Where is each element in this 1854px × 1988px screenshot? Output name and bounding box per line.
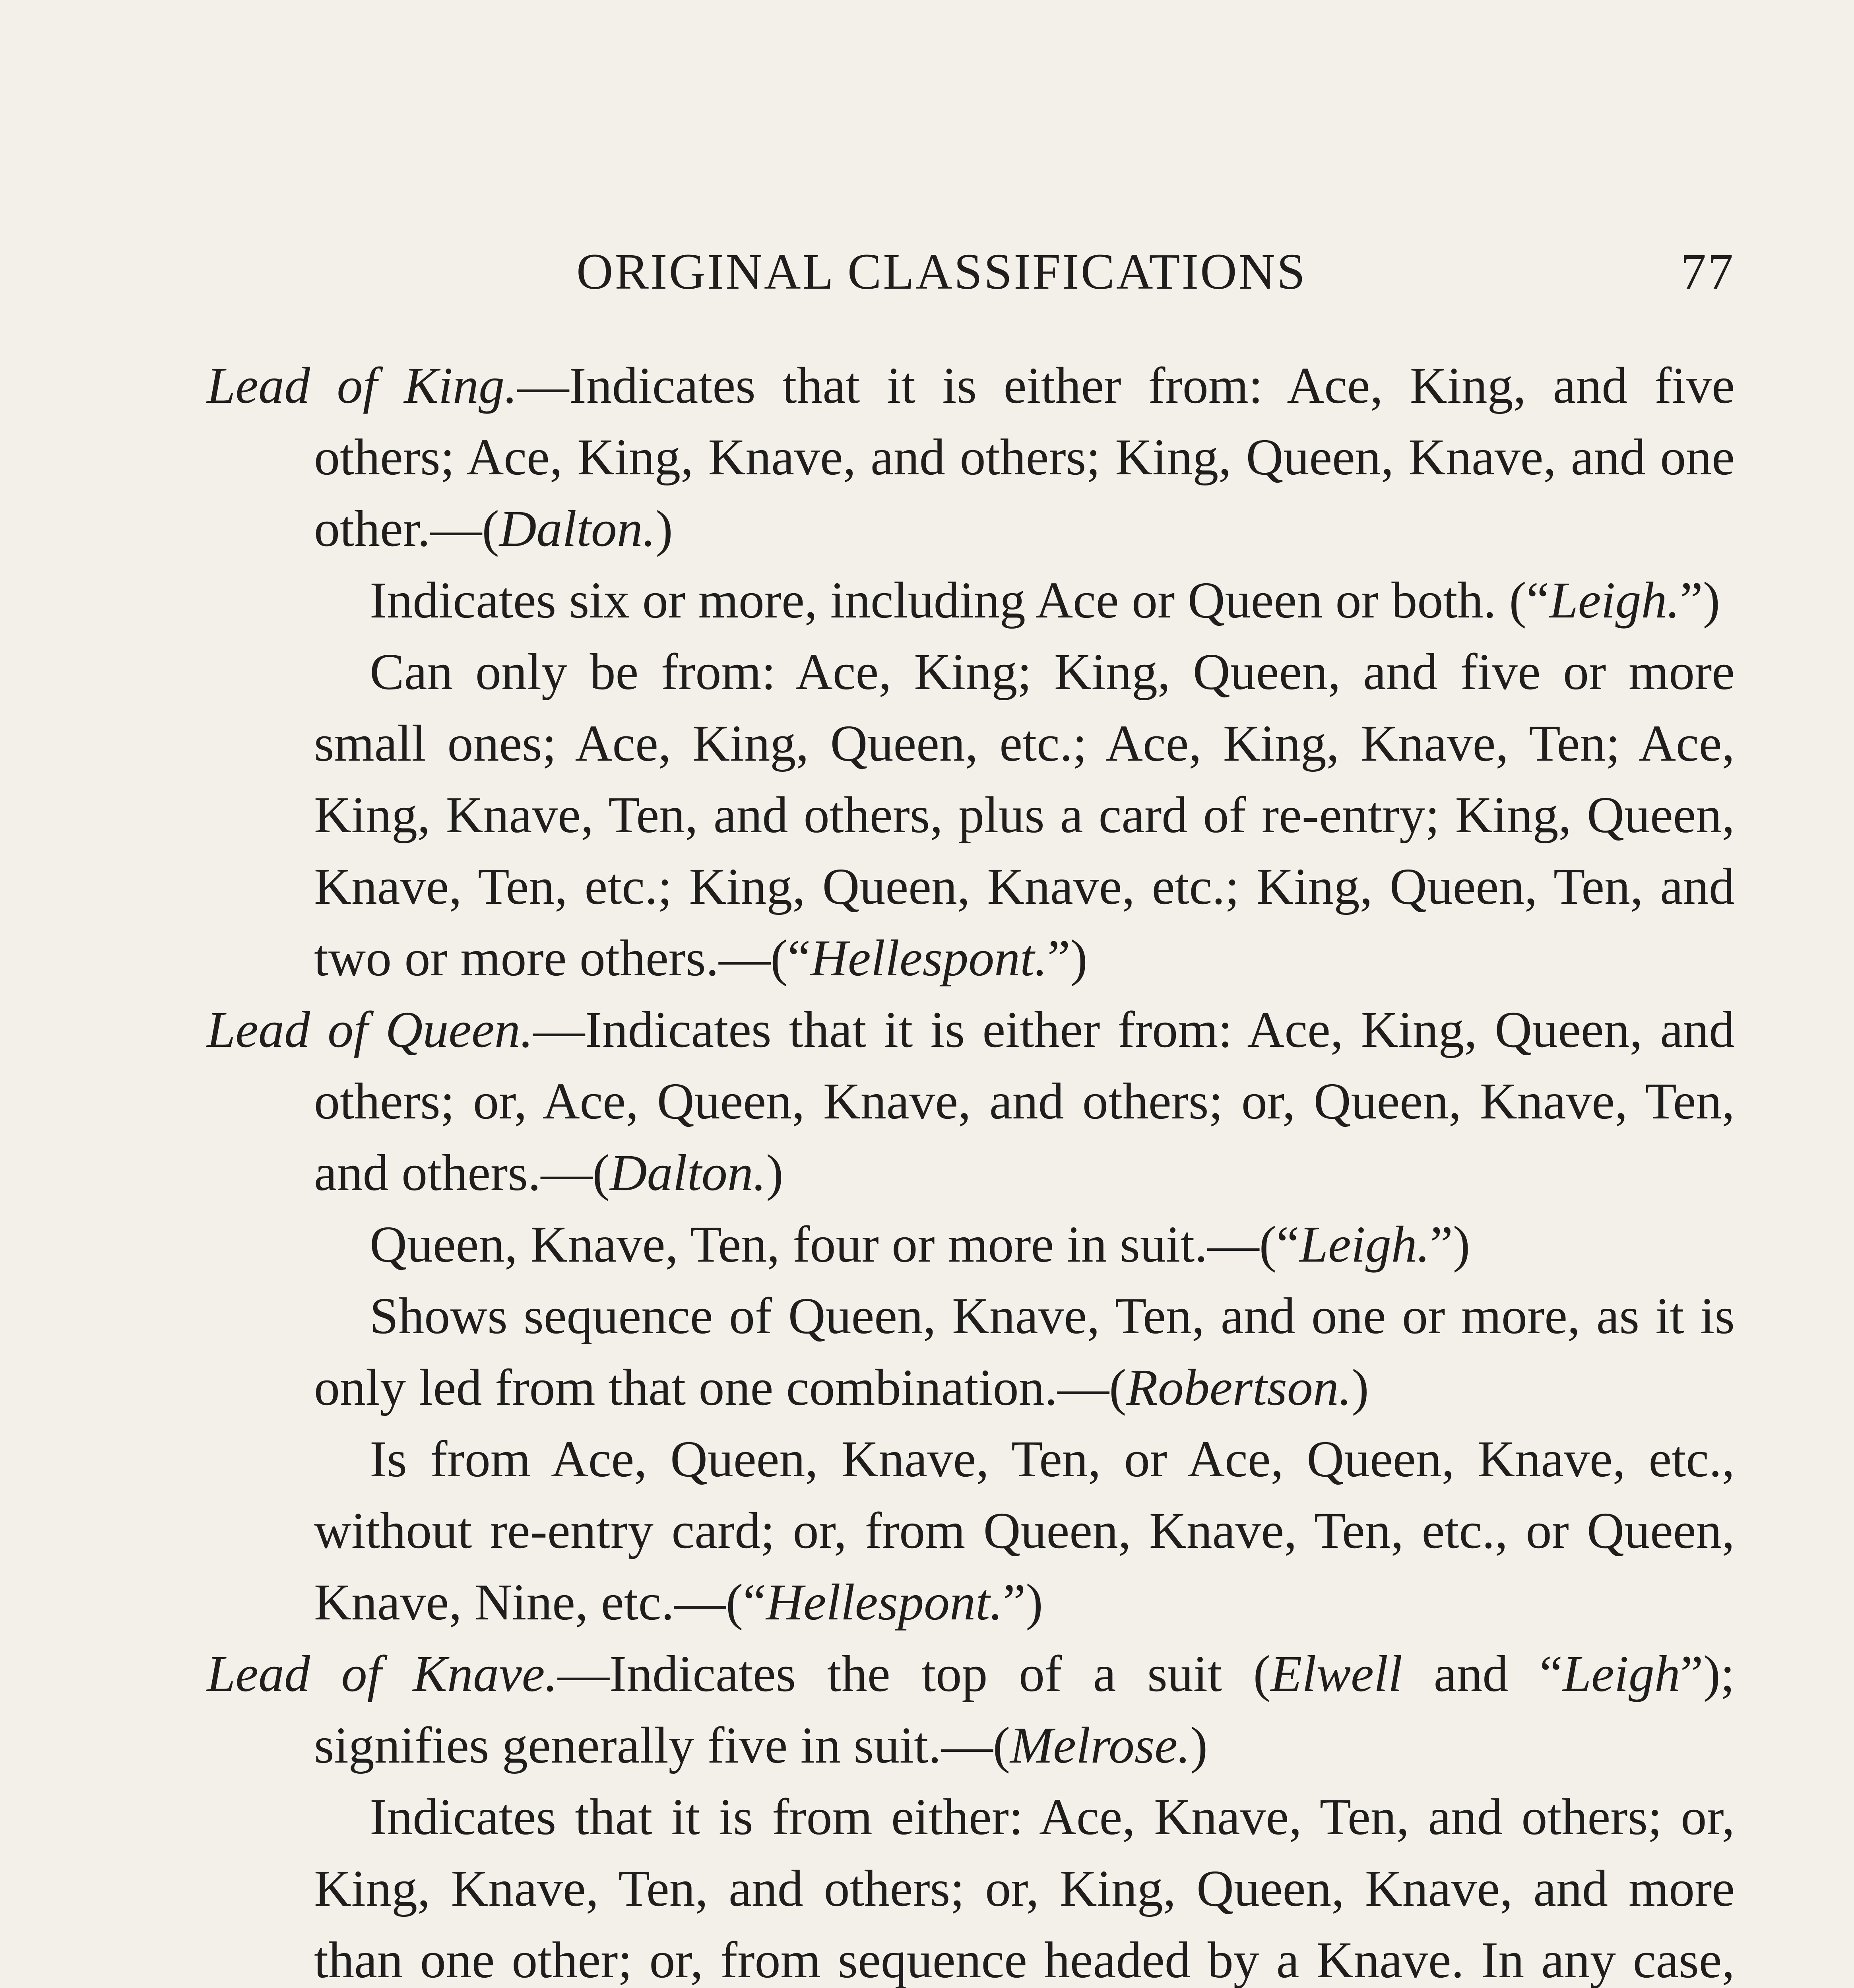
text-run: ) — [1352, 1359, 1369, 1416]
italic-text: Hellespont. — [811, 930, 1047, 987]
text-run: ) — [1190, 1717, 1208, 1774]
text-run: —Indicates that it is either from: Ace, King, Queen, and others; or, Ace, Queen, Knave, and others; or, Queen, Knave, Ten, and others.—( — [314, 1001, 1735, 1202]
italic-text: Lead of Knave. — [207, 1645, 558, 1703]
text-run: Can only be from: Ace, King; King, Queen, and five or more small ones; Ace, King, Queen, etc.; Ace, King, Knave, Ten; Ace, King, Knave, Ten, and others, plus a card of re-entry; King, Queen, Knave, Ten, etc.; King, Queen, Knave, etc.; King, Queen, Ten, and two or more others.—(“ — [314, 643, 1735, 987]
text-run: ”) — [1047, 930, 1088, 987]
italic-text: Lead of King. — [207, 357, 518, 414]
italic-text: Dalton. — [609, 1144, 766, 1202]
text-run: ”) — [1430, 1216, 1470, 1273]
italic-text: Leigh. — [1549, 572, 1680, 629]
text-run: and “ — [1402, 1645, 1563, 1703]
page-number: 77 — [1681, 243, 1735, 300]
continuation-paragraph — [314, 565, 1735, 636]
text-run: Indicates six or more, including Ace or Queen or both. (“ — [370, 572, 1550, 629]
continuation-paragraph — [314, 1280, 1735, 1423]
italic-text: Leigh — [1562, 1645, 1680, 1703]
continuation-paragraph — [314, 1423, 1735, 1638]
text-run: Indicates that it is from either: Ace, Knave, Ten, and others; or, King, Knave, Ten, and others; or, King, Queen, Knave, and more than one other; or, from sequence headed by a Knave. In any case, — [314, 1788, 1735, 1988]
italic-text: Lead of Queen. — [207, 1001, 533, 1058]
entry-paragraph — [207, 1638, 1735, 1781]
italic-text: Hellespont. — [766, 1574, 1003, 1631]
italic-text: Melrose. — [1010, 1717, 1191, 1774]
text-run: ”); signifies generally five in suit.—( — [314, 1645, 1735, 1774]
text-run: ”) — [1003, 1574, 1043, 1631]
text-run: ) — [655, 500, 673, 557]
continuation-paragraph — [314, 636, 1735, 994]
italic-text: Leigh. — [1299, 1216, 1430, 1273]
text-run: —Indicates the top of a suit ( — [557, 1645, 1270, 1703]
text-run: Shows sequence of Queen, Knave, Ten, and one or more, as it is only led from that one combination.—( — [314, 1287, 1735, 1416]
text-run: ”) — [1680, 572, 1720, 629]
italic-text: Elwell — [1270, 1645, 1403, 1703]
continuation-paragraph — [314, 1781, 1735, 1988]
running-header — [576, 243, 1735, 306]
running-title: ORIGINAL CLASSIFICATIONS — [576, 243, 1307, 300]
text-run: Is from Ace, Queen, Knave, Ten, or Ace, Queen, Knave, etc., without re-entry card; or, from Queen, Knave, Ten, etc., or Queen, Knave, Nine, etc.—(“ — [314, 1431, 1735, 1631]
text-run: ) — [766, 1144, 783, 1202]
text-run: —Indicates that it is either from: Ace, King, and five others; Ace, King, Knave, and others; King, Queen, Knave, and one other.—( — [314, 357, 1735, 557]
page-body — [207, 350, 1735, 1988]
entry-paragraph — [207, 994, 1735, 1209]
text-run: Queen, Knave, Ten, four or more in suit.—(“ — [370, 1216, 1299, 1273]
continuation-paragraph — [314, 1209, 1735, 1280]
entry-paragraph — [207, 350, 1735, 565]
italic-text: Dalton. — [499, 500, 656, 557]
italic-text: Robertson. — [1126, 1359, 1352, 1416]
